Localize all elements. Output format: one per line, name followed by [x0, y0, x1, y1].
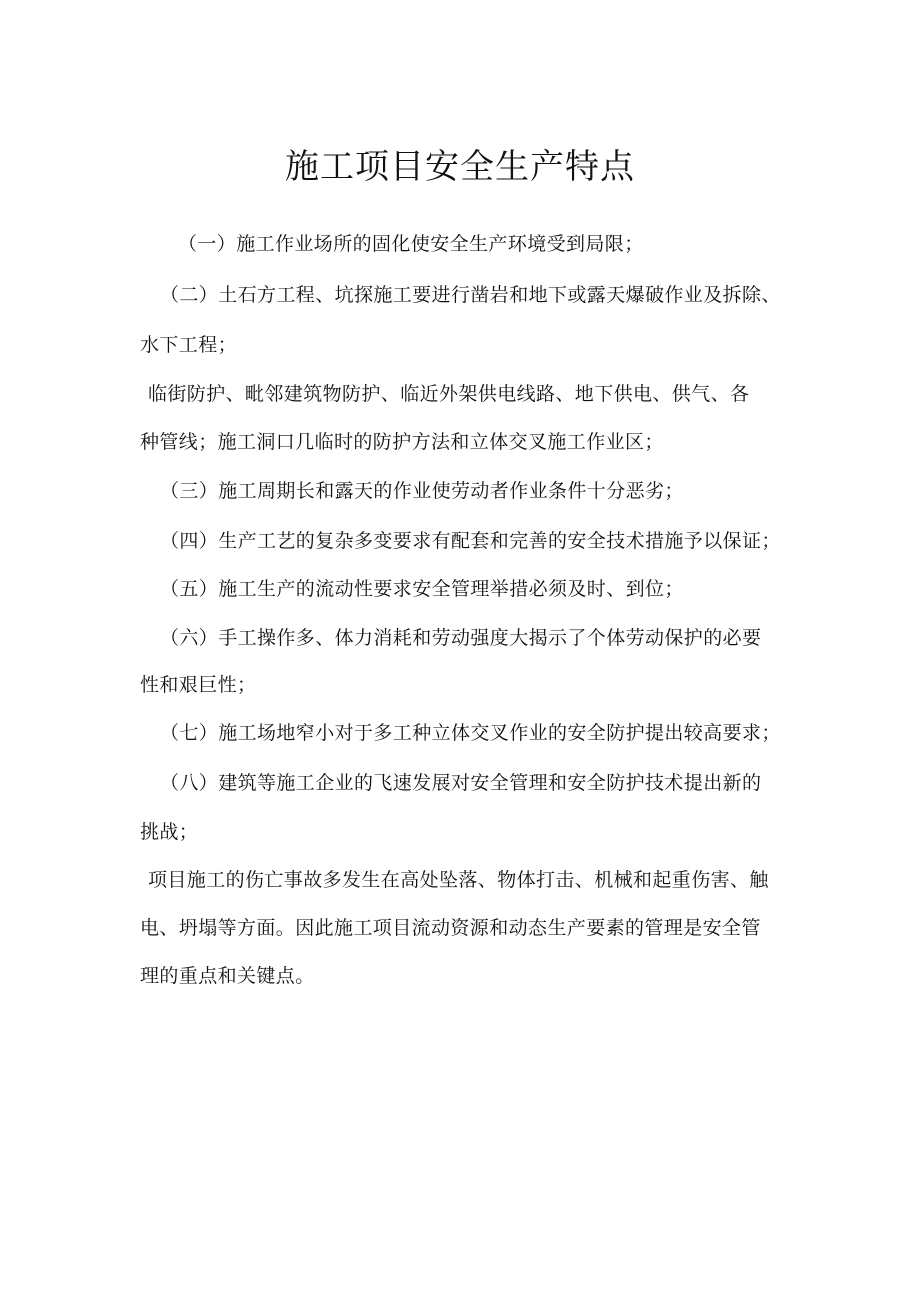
paragraph-line-12: （八）建筑等施工企业的飞速发展对安全管理和安全防护技术提出新的 — [160, 772, 762, 794]
paragraph-line-13: 挑战； — [140, 821, 199, 843]
paragraph-line-9: （六）手工操作多、体力消耗和劳动强度大揭示了个体劳动保护的必要 — [160, 627, 762, 649]
paragraph-line-11: （七）施工场地窄小对于多工种立体交叉作业的安全防护提出较高要求； — [160, 722, 781, 744]
paragraph-line-8: （五）施工生产的流动性要求安全管理举措必须及时、到位； — [160, 578, 684, 600]
paragraph-line-1: （一）施工作业场所的固化使安全生产环境受到局限； — [178, 233, 644, 255]
paragraph-line-6: （三）施工周期长和露天的作业使劳动者作业条件十分恶劣； — [160, 480, 684, 502]
paragraph-line-4: 临街防护、毗邻建筑物防护、临近外架供电线路、地下供电、供气、各 — [148, 383, 750, 405]
paragraph-line-3: 水下工程； — [140, 334, 238, 356]
paragraph-line-7: （四）生产工艺的复杂多变要求有配套和完善的安全技术措施予以保证； — [160, 530, 781, 552]
paragraph-line-15: 电、坍塌等方面。因此施工项目流动资源和动态生产要素的管理是安全管 — [140, 917, 761, 939]
document-title: 施工项目安全生产特点 — [285, 147, 635, 187]
paragraph-line-5: 种管线；施工洞口几临时的防护方法和立体交叉施工作业区； — [140, 431, 664, 453]
paragraph-line-10: 性和艰巨性； — [140, 674, 257, 696]
paragraph-line-2: （二）土石方工程、坑探施工要进行凿岩和地下或露天爆破作业及拆除、 — [160, 284, 781, 306]
paragraph-line-14: 项目施工的伤亡事故多发生在高处坠落、物体打击、机械和起重伤害、触 — [148, 869, 769, 891]
paragraph-line-16: 理的重点和关键点。 — [140, 965, 315, 987]
